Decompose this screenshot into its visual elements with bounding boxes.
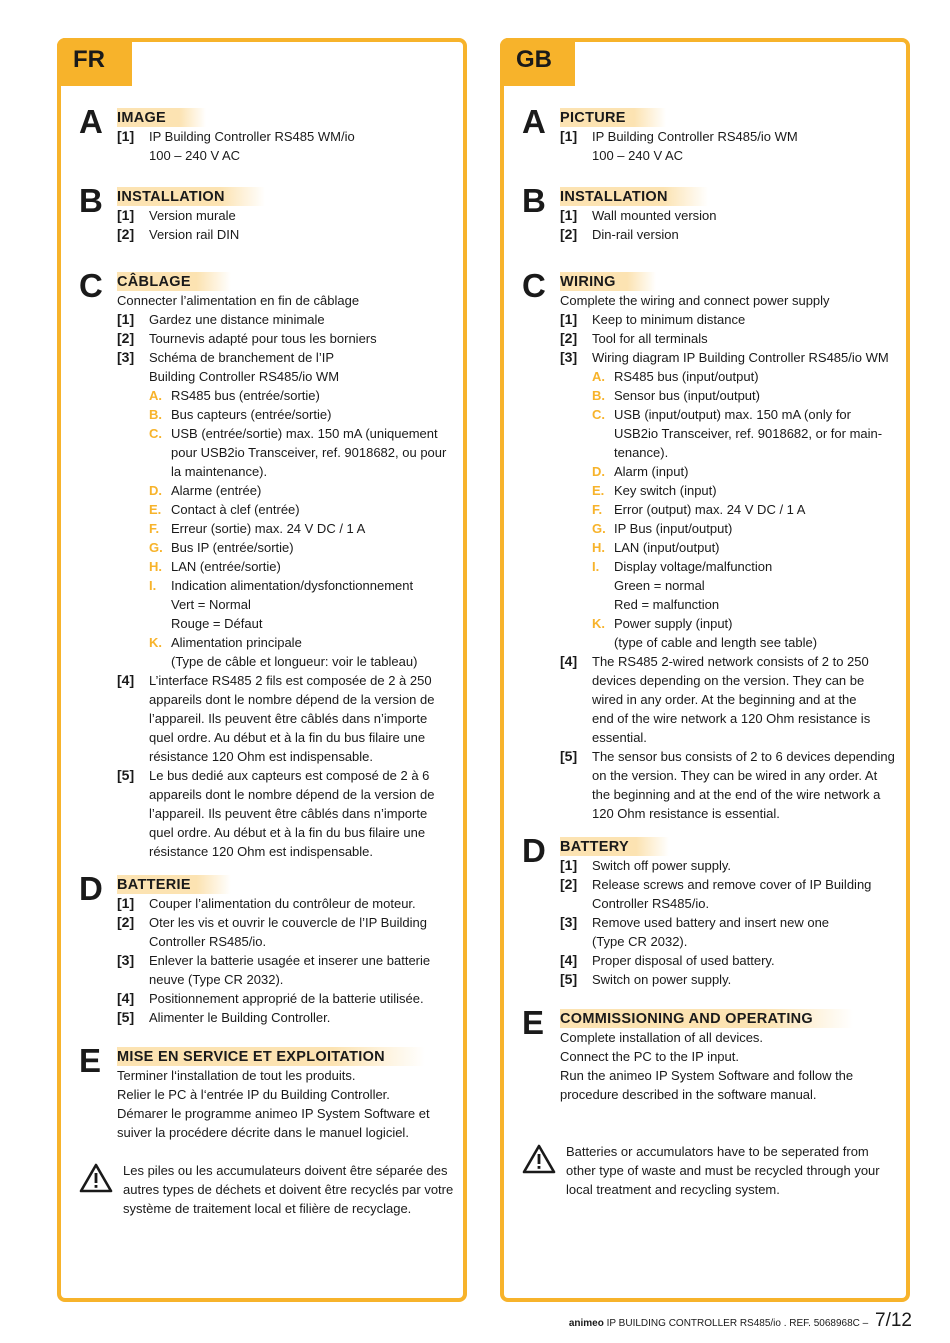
list-item: [5] Switch on power supply.: [560, 971, 732, 987]
fr-section-e: E MISE EN SERVICE ET EXPLOITATION Terminer l‘installation de tout les produits. Relier le PC à l‘entrée IP du Building Controller. Démarer le programme animeo IP System Software et suiver la procédere décrite dans le manuel logiciel.: [79, 1042, 430, 1140]
section-title: WIRING: [560, 272, 656, 291]
fr-section-b: [79, 182, 455, 244]
section-title: IMAGE: [117, 108, 206, 127]
gb-language-tab: GB: [500, 38, 575, 86]
section-letter: A: [522, 103, 546, 140]
section-title: PICTURE: [560, 108, 666, 127]
list-item: [4] Proper disposal of used battery.: [560, 952, 775, 968]
fr-section-a: [79, 103, 455, 165]
item-number: [1]: [117, 128, 135, 144]
footer-reference: IP BUILDING CONTROLLER RS485/io . REF. 5068968C –: [606, 1318, 869, 1329]
section-title: CÂBLAGE: [117, 272, 231, 291]
fr-language-tab: FR: [57, 38, 132, 86]
fr-panel: [57, 38, 467, 1302]
footer-brand: animeo: [568, 1318, 604, 1329]
sub-item: C. USB (entrée/sortie) max. 150 mA (uniquement pour USB2io Transceiver, ref. 9018682, ou pour la maintenance).: [149, 426, 447, 479]
sub-item: K. Alimentation principale (Type de câble et longueur: voir le tableau): [149, 635, 418, 669]
page-number: 7/12: [875, 1310, 912, 1331]
list-item: [1] Switch off power supply.: [560, 857, 731, 873]
gb-section-c: C WIRING Complete the wiring and connect power supply [1] Keep to minimum distance [2] Tool for all terminals [3] Wiring diagram IP Building Controller RS485/io WM A. RS485 bus (input/output) B. Sensor bus (input/output) C. USB (input/output) max. 150 mA (only for USB2io Transceiver, ref. 9018682, or for main- tenance). D. Alarm (input) E. Key switch (input) F. Error (output) max. 24 V DC / 1 A G. IP Bus (input/output) H. LAN (input/output) I. Display voltage/malfunction Green = normal Red = malfunction K. Power supply (input) (type of cable and length see table) [4] The RS485 2-wired network consists of 2 to 250 devices depending on the version. They can be wired in any order. At the beginning and at the end of the wire network a 120 Ohm resistance is essential. [5] The sensor bus consists of 2 to 6 devices depending on the version. They can be wired in any order. At the beginning and at the end of the wire network a 120 Ohm resistance is essential.: [522, 272, 898, 823]
sub-item: H. LAN (input/output): [592, 540, 720, 555]
list-item: [5] Alimenter le Building Controller.: [117, 1009, 331, 1025]
list-item: [1] Couper l’alimentation du contrôleur de moteur.: [117, 895, 416, 911]
list-item: [2] Tool for all terminals: [560, 330, 708, 346]
sub-item: B. Sensor bus (input/output): [592, 388, 760, 403]
sub-item: I. Indication alimentation/dysfonctionnement Vert = Normal Rouge = Défaut: [149, 578, 414, 631]
section-letter: D: [522, 832, 546, 869]
section-letter: C: [522, 267, 546, 304]
fr-section-c: C CÂBLAGE Connecter l’alimentation en fin de câblage [1] Gardez une distance minimale [2] Tournevis adapté pour tous les borniers [3] Schéma de branchement de l’IP Building Controller RS485/io WM A. RS485 bus (entrée/sortie) B. Bus capteurs (entrée/sortie) C. USB (entrée/sortie) max. 150 mA (uniquement pour USB2io Transceiver, ref. 9018682, ou pour la maintenance). D. Alarme (entrée) E. Contact à clef (entrée) F. Erreur (sortie) max. 24 V DC / 1 A G. Bus IP (entrée/sortie) H. LAN (entrée/sortie) I. Indication alimentation/dysfonctionnement Vert = Normal Rouge = Défaut K. Alimentation principale (Type de câble et longueur: voir le tableau) [4] L’interface RS485 2 fils est composée de 2 à 250 appareils dont le nombre dépend de la version de l’appareil. Ils peuvent être câblés dans n’importe quel ordre. Au début et à la fin du bus filaire une résistance 120 Ohm est indispensable. [5] Le bus dedié aux capteurs est composé de 2 à 6 appareils dont le nombre dépend de la version de l’appareil. Ils peuvent être câblés dans n’importe quel ordre. Au début et à la fin du bus filaire une résistance 120 Ohm est indispensable.: [79, 272, 455, 861]
sub-item: F. Error (output) max. 24 V DC / 1 A: [592, 502, 806, 517]
fr-content: [79, 103, 455, 1218]
sub-item: I. Display voltage/malfunction Green = normal Red = malfunction: [592, 559, 773, 612]
section-letter: E: [79, 1042, 102, 1079]
gb-section-b: [522, 182, 898, 244]
section-title: BATTERY: [560, 837, 669, 856]
sub-item: D. Alarme (entrée): [149, 483, 262, 498]
list-item: [2] Release screws and remove cover of IP Building Controller RS485/io.: [560, 876, 872, 911]
list-item: [2] Oter les vis et ouvrir le couvercle de l’IP Building Controller RS485/io.: [117, 914, 427, 949]
list-item: [1] IP Building Controller RS485 WM/io 100 – 240 V AC: [117, 128, 355, 163]
list-item: [1] Keep to minimum distance: [560, 311, 746, 327]
list-item: [4] Positionnement approprié de la batterie utilisée.: [117, 990, 424, 1006]
sub-item: G. Bus IP (entrée/sortie): [149, 540, 294, 555]
sub-item: A. RS485 bus (entrée/sortie): [149, 388, 320, 403]
section-letter: B: [79, 182, 103, 219]
gb-section-d: [522, 832, 898, 989]
fr-battery-warning: Les piles ou les accumulateurs doivent être séparée des autres types de déchets et doivent être recyclés par votre système de traitement local et filière de recyclage.: [79, 1161, 455, 1218]
warning-triangle-icon: [522, 1144, 556, 1174]
list-item: [3] Wiring diagram IP Building Controller RS485/io WM: [560, 349, 889, 365]
sub-item: K. Power supply (input) (type of cable and length see table): [592, 616, 818, 650]
sub-item: F. Erreur (sortie) max. 24 V DC / 1 A: [149, 521, 366, 536]
gb-battery-warning: Batteries or accumulators have to be seperated from other type of waste and must be recycled through your local treatment and recycling system.: [522, 1142, 898, 1199]
gb-panel: [500, 38, 910, 1302]
list-item: [1] Gardez une distance minimale: [117, 311, 325, 327]
section-letter: B: [522, 182, 546, 219]
sub-item: E. Key switch (input): [592, 483, 717, 498]
list-item: [1] Version murale: [117, 207, 236, 223]
list-item: [2] Din-rail version: [560, 226, 679, 242]
list-item: [5] The sensor bus consists of 2 to 6 devices depending on the version. They can be wired in any order. At the beginning and at the end of the wire network a 120 Ohm resistance is essential.: [560, 748, 895, 821]
section-letter: D: [79, 870, 103, 907]
list-item: [5] Le bus dedié aux capteurs est composé de 2 à 6 appareils dont le nombre dépend de la version de l’appareil. Ils peuvent être câblés dans n’importe quel ordre. Au début et à la fin du bus filaire une résistance 120 Ohm est indispensable.: [117, 767, 435, 859]
section-title: MISE EN SERVICE ET EXPLOITATION: [117, 1047, 425, 1066]
list-item: [1] IP Building Controller RS485/io WM 100 – 240 V AC: [560, 128, 798, 163]
section-title: INSTALLATION: [117, 187, 265, 206]
sub-item: G. IP Bus (input/output): [592, 521, 733, 536]
sub-item: E. Contact à clef (entrée): [149, 502, 300, 517]
list-item: [1] Wall mounted version: [560, 207, 717, 223]
gb-section-a: [522, 103, 898, 165]
gb-section-e: E COMMISSIONING AND OPERATING Complete installation of all devices. Connect the PC to the IP input. Run the animeo IP System Software and follow the procedure described in the software manual.: [522, 1004, 854, 1102]
sub-item: D. Alarm (input): [592, 464, 689, 479]
warning-triangle-icon: [79, 1163, 113, 1193]
list-item: [3] Remove used battery and insert new one (Type CR 2032).: [560, 914, 830, 949]
sub-item: A. RS485 bus (input/output): [592, 369, 759, 384]
list-item: [3] Schéma de branchement de l’IP Building Controller RS485/io WM: [117, 349, 340, 384]
sub-item: B. Bus capteurs (entrée/sortie): [149, 407, 332, 422]
gb-content: [522, 103, 898, 1199]
list-item: [2] Tournevis adapté pour tous les borniers: [117, 330, 377, 346]
section-letter: E: [522, 1004, 545, 1041]
section-letter: C: [79, 267, 103, 304]
section-letter: A: [79, 103, 103, 140]
section-title: COMMISSIONING AND OPERATING: [560, 1009, 853, 1028]
list-item: [4] The RS485 2-wired network consists of 2 to 250 devices depending on the version. They can be wired in any order. At the beginning and at the end of the wire network a 120 Ohm resistance is essential.: [560, 653, 871, 745]
section-title: BATTERIE: [117, 875, 231, 894]
list-item: [2] Version rail DIN: [117, 226, 240, 242]
section-title: INSTALLATION: [560, 187, 708, 206]
sub-item: H. LAN (entrée/sortie): [149, 559, 281, 574]
fr-section-d: [79, 870, 455, 1027]
list-item: [4] L’interface RS485 2 fils est composée de 2 à 250 appareils dont le nombre dépend de la version de l’appareil. Ils peuvent être câblés dans n’importe quel ordre. Au début et à la fin du bus filaire une résistance 120 Ohm est indispensable.: [117, 672, 435, 764]
list-item: [3] Enlever la batterie usagée et inserer une batterie neuve (Type CR 2032).: [117, 952, 431, 987]
page-footer: [569, 1310, 912, 1332]
sub-item: C. USB (input/output) max. 150 mA (only for USB2io Transceiver, ref. 9018682, or for main- tenance).: [592, 407, 883, 460]
